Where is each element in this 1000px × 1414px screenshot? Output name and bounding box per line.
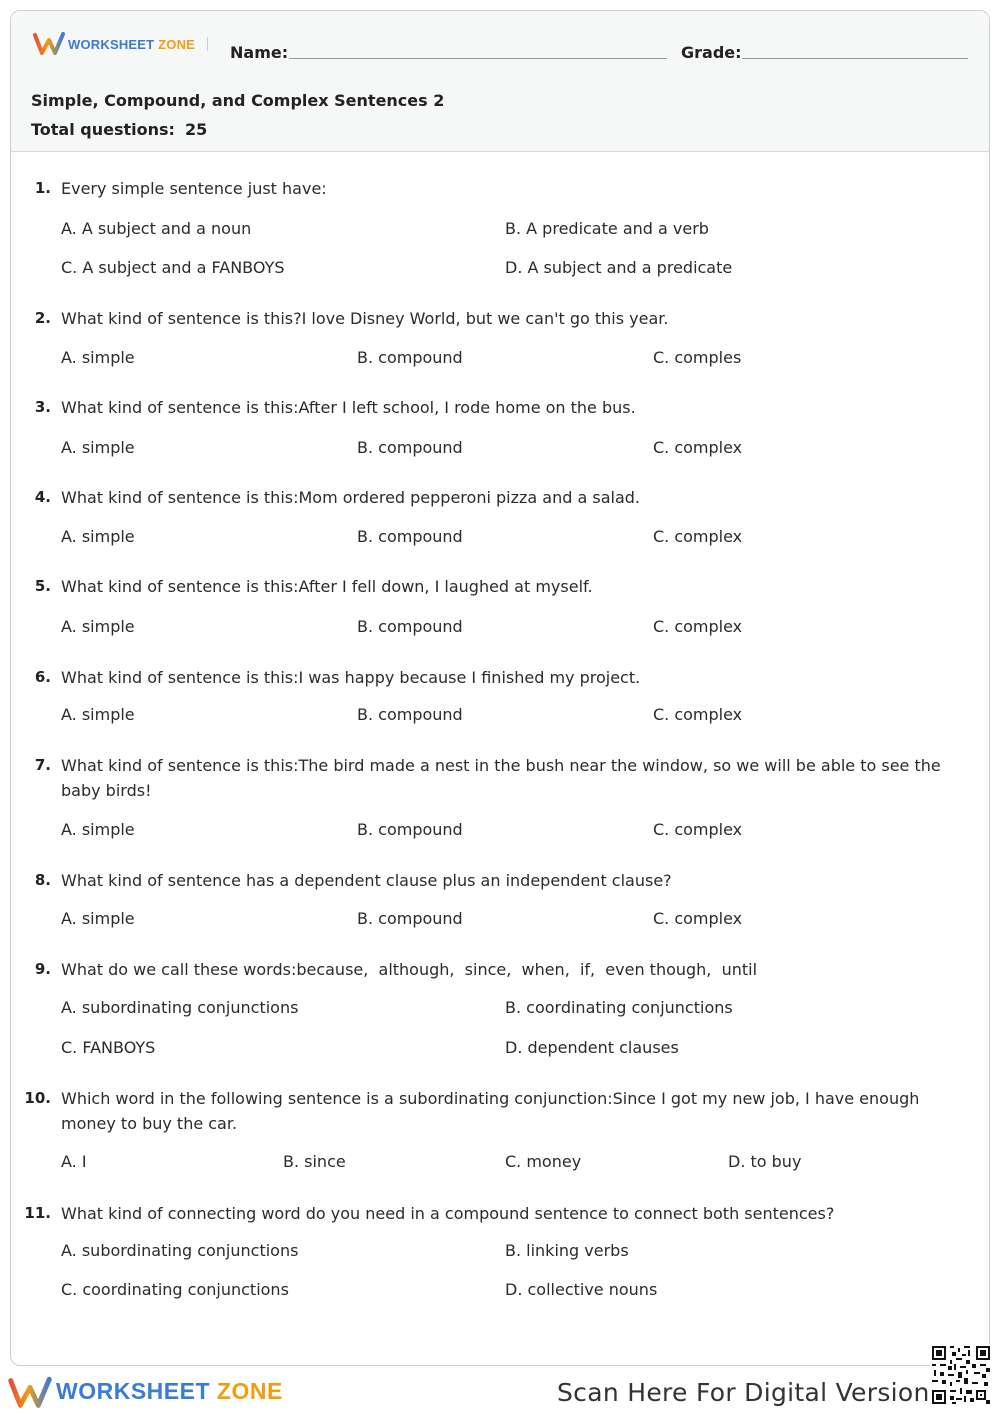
option-b[interactable]: B. compound — [357, 348, 463, 367]
question-text: What kind of sentence is this:Mom ordered pepperoni pizza and a salad. — [61, 488, 640, 507]
option-b[interactable]: B. since — [283, 1152, 346, 1171]
option-b[interactable]: B. compound — [357, 527, 463, 546]
grade-label: Grade: — [681, 43, 742, 62]
option-b[interactable]: B. compound — [357, 617, 463, 636]
option-a[interactable]: A. simple — [61, 820, 135, 839]
scan-here-text: Scan Here For Digital Version — [557, 1378, 930, 1407]
option-c[interactable]: C. complex — [653, 705, 743, 724]
question-number: 11. — [24, 1204, 51, 1222]
option-a[interactable]: A. subordinating conjunctions — [61, 998, 299, 1017]
question-number: 9. — [34, 960, 51, 978]
option-b[interactable]: B. compound — [357, 438, 463, 457]
question-text: What kind of sentence is this:After I left school, I rode home on the bus. — [61, 398, 636, 417]
option-a[interactable]: A. subordinating conjunctions — [61, 1241, 299, 1260]
option-c[interactable]: C. FANBOYS — [61, 1038, 156, 1057]
option-a[interactable]: A. simple — [61, 527, 135, 546]
option-d[interactable]: D. dependent clauses — [505, 1038, 679, 1057]
option-d[interactable]: D. collective nouns — [505, 1280, 658, 1299]
question-text: What do we call these words:because, although, since, when, if, even though, until — [61, 960, 758, 979]
question-number: 8. — [34, 871, 51, 889]
question-text: What kind of sentence has a dependent clause plus an independent clause? — [61, 871, 672, 890]
option-b[interactable]: B. compound — [357, 705, 463, 724]
name-field-line[interactable] — [289, 58, 667, 59]
option-a[interactable]: A. simple — [61, 438, 135, 457]
question-number: 1. — [34, 179, 51, 197]
option-a[interactable]: A. I — [61, 1152, 87, 1171]
grade-field-line[interactable] — [742, 58, 968, 59]
question-text: What kind of connecting word do you need in a compound sentence to connect both sentences? — [61, 1204, 835, 1223]
name-label: Name: — [230, 43, 289, 62]
option-d[interactable]: D. A subject and a predicate — [505, 258, 733, 277]
question-number: 3. — [34, 398, 51, 416]
question-text: What kind of sentence is this:After I fell down, I laughed at myself. — [61, 577, 593, 596]
option-b[interactable]: B. coordinating conjunctions — [505, 998, 733, 1017]
worksheet-title: Simple, Compound, and Complex Sentences 2 — [31, 91, 445, 110]
option-c[interactable]: C. complex — [653, 820, 743, 839]
question-number: 2. — [34, 309, 51, 327]
option-c[interactable]: C. complex — [653, 438, 743, 457]
option-a[interactable]: A. simple — [61, 617, 135, 636]
option-c[interactable]: C. comples — [653, 348, 742, 367]
option-a[interactable]: A. simple — [61, 705, 135, 724]
option-c[interactable]: C. complex — [653, 617, 743, 636]
question-text: Which word in the following sentence is a subordinating conjunction:Since I got my new job, I have enough money to buy the car. — [61, 1089, 920, 1133]
worksheet-header — [11, 11, 989, 152]
option-b[interactable]: B. linking verbs — [505, 1241, 629, 1260]
page-footer — [0, 1370, 1000, 1414]
option-b[interactable]: B. compound — [357, 909, 463, 928]
option-c[interactable]: C. coordinating conjunctions — [61, 1280, 289, 1299]
option-b[interactable]: B. compound — [357, 820, 463, 839]
question-number: 10. — [24, 1089, 51, 1107]
brand-logo — [33, 32, 208, 56]
total-value: 25 — [184, 120, 208, 139]
question-text: What kind of sentence is this?I love Disney World, but we can't go this year. — [61, 309, 669, 328]
option-a[interactable]: A. simple — [61, 348, 135, 367]
brand-separator — [207, 37, 208, 51]
option-c[interactable]: C. money — [505, 1152, 582, 1171]
question-number: 6. — [34, 668, 51, 686]
option-c[interactable]: C. complex — [653, 527, 743, 546]
footer-brand-name: WORKSHEET ZONE — [56, 1378, 283, 1404]
question-number: 7. — [34, 756, 51, 774]
option-a[interactable]: A. A subject and a noun — [61, 219, 252, 238]
option-c[interactable]: C. A subject and a FANBOYS — [61, 258, 285, 277]
option-b[interactable]: B. A predicate and a verb — [505, 219, 709, 238]
worksheet-zone-logo-icon — [33, 32, 65, 56]
total-questions — [31, 120, 207, 139]
question-text: Every simple sentence just have: — [61, 179, 327, 198]
total-label: Total questions: — [31, 120, 175, 139]
question-number: 5. — [34, 577, 51, 595]
question-text: What kind of sentence is this:I was happy because I finished my project. — [61, 668, 641, 687]
brand-name: WORKSHEET ZONE — [68, 36, 196, 52]
qr-code-icon[interactable] — [930, 1344, 992, 1406]
option-c[interactable]: C. complex — [653, 909, 743, 928]
question-text: What kind of sentence is this:The bird made a nest in the bush near the window, so we will be able to see the baby birds! — [61, 756, 941, 800]
worksheet-sheet — [10, 10, 990, 1366]
option-d[interactable]: D. to buy — [728, 1152, 802, 1171]
question-number: 4. — [34, 488, 51, 506]
option-a[interactable]: A. simple — [61, 909, 135, 928]
worksheet-zone-logo-icon — [8, 1375, 52, 1411]
